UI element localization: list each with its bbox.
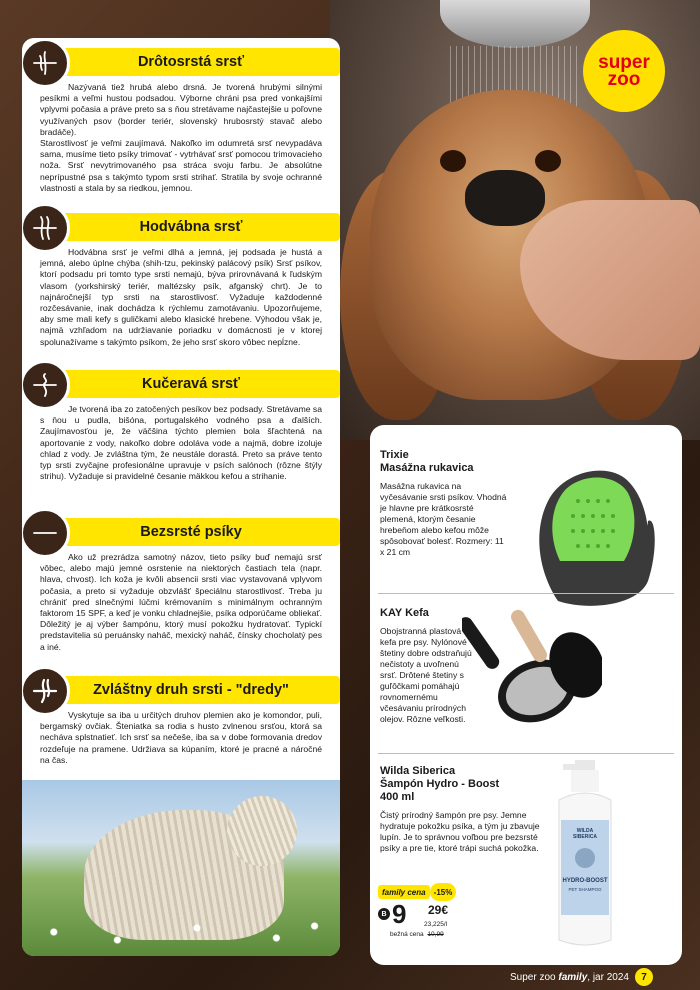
product-trixie-glove[interactable]: [380, 449, 680, 558]
dog-nose: [465, 170, 545, 226]
footer-brand: Super zoo: [510, 971, 556, 983]
footer-text: [510, 972, 629, 983]
products-panel: [370, 425, 682, 965]
super-zoo-logo[interactable]: [583, 30, 665, 112]
product-title: [380, 765, 680, 804]
hairless-icon: [22, 508, 70, 558]
footer-family: family: [558, 971, 588, 983]
shower-head: [440, 0, 590, 48]
paragraph: Starostlivosť je veľmi zaujímavá. Nakoľko im odumretá srsť nevypadáva sama, musíme tieto psíky trimovať - vytrhávať srsť pomocou trimovacieho noža. Srsť nevytrimovaného psa stráca svoju farbu. Je absolútne neprípustné psa s takýmto typom srsti strihať. Stratila by svoje ochranné vlastnosti a stala by sa riedkou, jemnou.: [40, 138, 322, 193]
flower-meadow: [22, 916, 340, 956]
price-badge-b: B: [378, 908, 390, 920]
komondor-head: [227, 796, 297, 866]
product-title: KAY Kefa: [380, 607, 429, 619]
product-description: Masážna rukavica na vyčesávanie srsti psíkov. Vhodná je hlavne pre krátkosrsté plemená, ktorým česanie hrebeňom alebo kefou môže spôsobovať bolesť. Rozmery: 11 x 21 cm: [380, 481, 507, 557]
product-brand: Wilda Siberica: [380, 765, 456, 777]
bottle-brand: WILDA SIBERICA: [573, 828, 597, 840]
bottle-product: HYDRO-BOOST: [562, 878, 608, 884]
logo-line2: zoo: [607, 69, 641, 90]
discount-badge: -15%: [430, 883, 456, 901]
section-curly-hair: [22, 370, 340, 482]
section-text: [22, 704, 340, 766]
dreadlocks-icon: [22, 666, 70, 716]
unit-price: 23,225/l: [424, 921, 448, 928]
section-header: [42, 213, 340, 241]
logo-line1: super: [598, 51, 650, 73]
section-header: [42, 370, 340, 398]
price-cents: 29€: [428, 903, 449, 917]
dog-eye-left: [440, 150, 466, 172]
regular-price-label: bežná cena: [390, 931, 424, 938]
section-wire-hair: [22, 48, 340, 194]
section-title: Bezsrsté psíky: [140, 524, 242, 540]
brush-image: [462, 603, 602, 743]
footer-date: , jar 2024: [587, 971, 629, 983]
product-brand: Trixie: [380, 449, 409, 461]
section-text: [22, 76, 340, 194]
paragraph: Nazývaná tiež hrubá alebo drsná. Je tvorená hrubými silnými pesíkmi a veľmi hustou podsadou. Výborne chráni psa pred vonkajšími vplyvmi počasia a práve preto sa s ňou stretávame najčastejšie u poľovne využívaných psov (border teriér, slovenský hrubosrstý stavač alebo bradáče).: [40, 82, 322, 137]
paragraph: Vyskytuje sa iba u určitých druhov plemien ako je komondor, puli, bergamský ovčiak. Šteniatka sa rodia s husto zvlnenou srsťou, ktorá sa necháva splstnatieť. Ich srsť sa nečeše, iba sa v dobe formovania dredov rozdeľuje na pramene. Udržiava sa kúpaním, ktoré je pracné a náročné na čas.: [40, 710, 322, 765]
product-description: Obojstranná plastová kefa pre psy. Nylónové štetiny dobre odstraňujú nečistoty a uvoľnenú srsť. Drôtené štetiny s guľôčkami pomáhajú rovnomernému včesávaniu prírodných olejov. Rôzne veľkosti.: [380, 626, 472, 724]
price-euros: 9: [392, 899, 406, 929]
komondor-photo: [22, 780, 340, 956]
paragraph: Je tvorená iba zo zatočených pesíkov bez podsady. Stretávame sa s ňou u pudla, bišóna, portugalského vodného psa a ďalších. Zaujímavosťou je, že väčšina týchto plemien bola šľachtená na aportovanie z vody, nakoľko dobre odoláva vode a najmä, dobre izoluje chlad z vody. Je zvláštna tým, že neustále dorastá. Preto sa práve tento typ srsti zvyčajne profesionálne upravuje v psích salónoch (rôzne štýly strihu). Vyžaduje si pravidelné česanie mäkkou kefou a strihanie.: [40, 404, 322, 482]
section-silky-hair: [22, 213, 340, 348]
section-header: [42, 676, 340, 704]
page-number: 7: [635, 968, 653, 986]
regular-price-value: 10,99: [427, 931, 444, 938]
section-text: [22, 398, 340, 482]
silky-hair-icon: [22, 203, 70, 253]
product-wilda-shampoo[interactable]: [380, 765, 680, 854]
massage-glove-image: [528, 461, 658, 611]
curly-hair-icon: [22, 360, 70, 410]
section-dreadlocks: [22, 676, 340, 766]
section-header: [42, 518, 340, 546]
section-title: Hodvábna srsť: [139, 219, 243, 235]
page-footer: [510, 968, 653, 986]
section-title: Kučeravá srsť: [141, 376, 241, 392]
price-tag: [378, 885, 458, 945]
section-title: Drôtosrstá srsť: [137, 54, 245, 70]
section-hairless: [22, 518, 340, 653]
paragraph: Hodvábna srsť je veľmi dlhá a jemná, jej podsada je hustá a jemná, alebo úplne chýba (shih-tzu, pekinský palácový psík) Srsť psíkov, ktorí podsadu pri tomto type srsti nemajú, býva prirovnávaná k ľudským vlasom (yorkshirský teriér, maltézsky psík, afganský chrt). Je to najnáročnejší typ srsti na starostlivosť. Vyžaduje každodenné rozčesávanie, inak dochádza k rýchlemu zamotávaniu. Upozorňujeme, aby sme mali kefy s guličkami alebo klasické hrebene. Výhodou však je, najmä vzhľadom na udržiavanie poriadku v domácnosti je v ktorej spolunažívame s takýmto psíkom, že jeho srsť skoro vôbec nepĺzne.: [40, 247, 322, 347]
divider: [378, 753, 674, 754]
bottle-sub: PET SHAMPOO: [568, 887, 602, 892]
dog-eye-right: [535, 150, 561, 172]
paragraph: Ako už prezrádza samotný názov, tieto psíky buď nemajú srsť vôbec, alebo majú jemné osrstenie na niektorých častiach tela (napr. hlava, chvost). Ich koža je kvôli absencii srsti viac vystavovaná vplyvom počasia, a preto si vyžaduje obzvlášť špeciálnu starostlivosť. Treba ju chrániť pred slnečnými lúčmi krémovaním s minimálnym ochranným faktorom 15 SPF, a keď je vonku chladnejšie, psíka odporúčame obliekať. Dôležitý je aj výber šampónu, ktorý musí pokožku hydratovať. Typickí predstavitelia sú peruánsky naháč, mexický naháč, čínsky chocholatý pes a iné.: [40, 552, 322, 652]
product-description: Čistý prírodný šampón pre psy. Jemne hydratuje pokožku psíka, a tým ju zbavuje lupín. Je to správnou voľbou pre bezsrsté psíky a pre tie, ktoré trápi suchá pokožka.: [380, 810, 540, 853]
product-name: Šampón Hydro - Boost: [380, 778, 500, 790]
product-volume: 400 ml: [380, 791, 415, 803]
family-price-label: family cena: [378, 885, 430, 899]
regular-price: [390, 931, 444, 938]
section-header: [42, 48, 340, 76]
divider: [378, 593, 674, 594]
section-text: [22, 241, 340, 348]
wire-hair-icon: [22, 38, 70, 88]
section-text: [22, 546, 340, 653]
article-panel: [22, 38, 340, 956]
section-title: Zvláštny druh srsti - "dredy": [93, 682, 289, 698]
product-name: Masážna rukavica: [380, 462, 474, 474]
shampoo-bottle-image: [545, 760, 625, 950]
